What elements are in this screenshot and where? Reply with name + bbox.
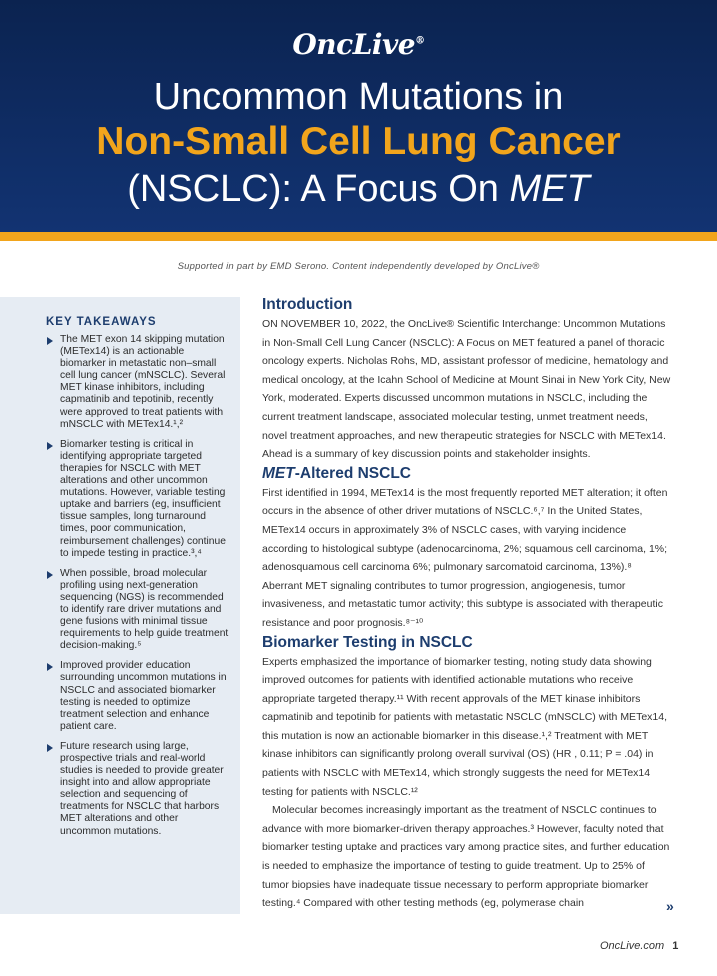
title-line-1: Uncommon Mutations in bbox=[153, 76, 564, 118]
triangle-bullet-icon bbox=[47, 663, 53, 671]
triangle-bullet-icon bbox=[47, 337, 53, 345]
triangle-bullet-icon bbox=[47, 744, 53, 752]
key-takeaways-sidebar bbox=[0, 297, 240, 914]
biomarker-paragraph-1: Experts emphasized the importance of biomarker testing, noting study data showing improved outcomes for patients with identified actionable mutations who receive appropriate targeted therapy.¹¹ With recent approvals of the MET kinase inhibitors capmatinib and tepotinib for patients with metastatic NSCLC (mNSCLC) with METex14, this mutation is now an actionable biomarker in this disease.¹,² Treatment with MET kinase inhibitors can significantly prolong overall survival (OS) (HR , 0.11; P = .04) in patients with NSCLC with METex14, which strongly suggests the need for METex14 testing for patients with NSCLC.¹² bbox=[262, 655, 667, 798]
takeaway-item bbox=[47, 741, 229, 838]
takeaway-text: When possible, broad molecular profiling using next-generation sequencing (NGS) is recommended to identify rare driver mutations and gene fusions with minimal tissue requirements to help guide treatment decision-making.⁵ bbox=[60, 567, 229, 652]
met-altered-heading bbox=[262, 464, 674, 484]
support-statement: Supported in part by EMD Serono. Content independently developed by OncLive® bbox=[177, 261, 540, 272]
takeaway-item bbox=[47, 568, 229, 653]
takeaway-text: Improved provider education surrounding uncommon mutations in NSCLC and associated biomarker testing is needed to optimize treatment selection and enhance patient care. bbox=[60, 660, 227, 732]
onclive-logo bbox=[0, 28, 717, 61]
key-takeaways-title: KEY TAKEAWAYS bbox=[46, 316, 157, 328]
met-heading-italic: MET bbox=[262, 464, 295, 482]
page-number: 1 bbox=[672, 940, 679, 952]
title-line-3-prefix: (NSCLC): A Focus On bbox=[127, 168, 510, 210]
takeaway-item bbox=[47, 660, 229, 733]
logo-text: OncLive bbox=[292, 28, 416, 61]
takeaway-item bbox=[47, 334, 229, 431]
takeaway-text: Biomarker testing is critical in identifying appropriate targeted therapies for NSCLC with MET alterations and other uncommon mutations. However, variable testing uptake and barriers (eg, insufficient tissue samples, long turnaround times, poor communication, reimbursement challenges) continue to impede testing in practice.³,⁴ bbox=[60, 438, 226, 559]
takeaway-item bbox=[47, 439, 229, 560]
introduction-paragraph: ON NOVEMBER 10, 2022, the OncLive® Scientific Interchange: Uncommon Mutations in Non-Small Cell Lung Cancer (NSCLC): A Focus on MET featured a panel of thoracic oncology experts. Nicholas Rohs, MD, assistant professor of medicine, hematology and medical oncology, at the Icahn School of Medicine at Mount Sinai in New York City, New York, moderated. Experts discussed uncommon mutations in NSCLC, including the current treatment landscape, associated molecular testing, unmet treatment needs, novel treatment approaches, and new therapeutic strategies for NSCLC with METex14. Ahead is a summary of key discussion points and stakeholder insights. bbox=[262, 318, 671, 461]
takeaway-text: Future research using large, prospective trials and real-world studies is needed to provide greater insight into and allow appropriate selection and sequencing of treatments for NSCLC that harbors MET alterations and other uncommon mutations. bbox=[60, 740, 224, 837]
biomarker-testing-heading: Biomarker Testing in NSCLC bbox=[262, 633, 473, 651]
continue-arrow-icon: » bbox=[666, 898, 674, 914]
main-article bbox=[262, 295, 674, 913]
triangle-bullet-icon bbox=[47, 571, 53, 579]
takeaway-text: The MET exon 14 skipping mutation (METex14) is an actionable biomarker in metastatic non–small cell lung cancer (mNSCLC). Several MET kinase inhibitors, including capmatinib and tepotinib, recently were approved to treat patients with mNSCLC with METex14.¹,² bbox=[60, 334, 226, 430]
introduction-heading: Introduction bbox=[262, 296, 353, 313]
footer-site: OncLive.com bbox=[600, 940, 665, 952]
accent-divider bbox=[0, 232, 717, 241]
triangle-bullet-icon bbox=[47, 442, 53, 450]
key-takeaways-list bbox=[47, 334, 229, 846]
page-footer bbox=[600, 940, 678, 952]
met-altered-paragraph: First identified in 1994, METex14 is the most frequently reported MET alteration; it often occurs in the absence of other driver mutations of NSCLC.⁶,⁷ In the United States, METex14 occurs in approximately 3% of NSCLC cases, with varying incidence according to histological subtype (adenocarcinoma, 2%; squamous cell carcinoma, 1%; adenosquamous cell carcinoma 6%; pulmonary sarcomatoid carcinoma, 13%).⁸ Aberrant MET signaling contributes to tumor progression, angiogenesis, tumor invasiveness, and metastatic tumor activity; this subtype is associated with therapeutic resistance and poor prognosis.⁸⁻¹⁰ bbox=[262, 486, 668, 629]
title-line-3 bbox=[0, 168, 717, 211]
title-line-3-italic: MET bbox=[509, 168, 590, 210]
title-line-2: Non-Small Cell Lung Cancer bbox=[96, 120, 621, 163]
biomarker-paragraph-2: Molecular becomes increasingly important as the treatment of NSCLC continues to advance with more biomarker-driven therapy approaches.³ However, faculty noted that biomarker testing uptake and practices vary among practice sites, and further education is needed to emphasize the importance of testing to guide treatment. Up to 25% of tumor biopsies have inadequate tissue necessary to perform appropriate biomarker testing.⁴ Compared with other testing methods (eg, polymerase chain bbox=[262, 804, 670, 910]
logo-registered-mark: ® bbox=[415, 35, 425, 47]
met-heading-rest: -Altered NSCLC bbox=[294, 464, 411, 482]
